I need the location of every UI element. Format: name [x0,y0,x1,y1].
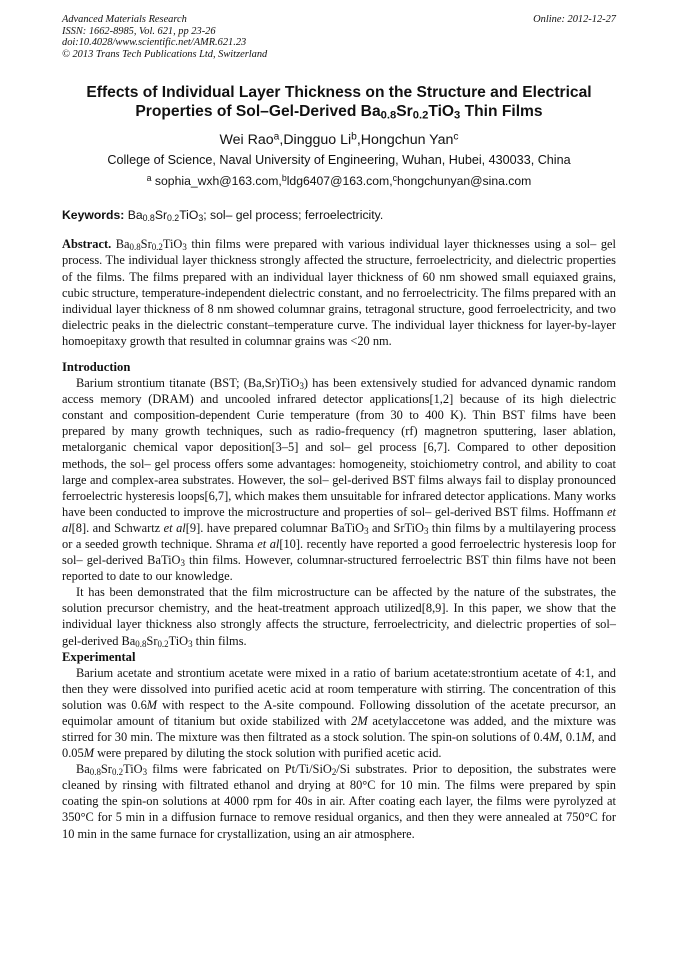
online-date: Online: 2012-12-27 [533,14,616,25]
author-name: Hongchun Yan [360,132,454,149]
email-address: sophia_wxh@163.com, [151,174,282,189]
email-list: $^a$ sophia_wxh@163.com,$^b$ldg6407@163.com,$^c$hongchunyan@sina.com [146,173,532,189]
title-line-1: Effects of Individual Layer Thickness on the Structure and Electrical [86,84,592,102]
journal-name: Advanced Materials Research [62,14,187,25]
intro-paragraph-2: It has been demonstrated that the film microstructure can be affected by the nature of the substrates, the solution precursor chemistry, and the heat-treatment approach utilized[8,9]. In this paper, we show that the individual layer thickness also strongly affects the structure, ferroelectricity, and dielectric properties of sol– gel-derived $Ba_{0.8}Sr_{0.2}TiO_3$ thin films. [62,585,616,649]
author-name: Dingguo Li [283,132,352,149]
paper-page [62,14,616,842]
doi-line: doi:10.4028/www.scientific.net/AMR.621.23 [62,37,247,49]
section-heading-experimental: Experimental [62,649,136,664]
author-list: Wei Rao$^a$,Dingguo Li$^b$,Hongchun Yan$^c$ [219,131,459,149]
paper-title [62,83,616,121]
experimental-paragraph-2: $Ba_{0.8}Sr_{0.2}TiO_3$ films were fabricated on Pt/Ti/SiO$_2$/Si substrates. Prior to deposition, the substrates were cleaned by rinsing with filtrated ethanol and drying at 80°C for 10 min. The films were prepared by spin coating the spin-on solutions at 4000 rpm for 40s in air. After coating each layer, the films were pyrolyzed at 350°C for 5 min in a diffusion furnace to remove residual organics, and then they were annealed at 750°C for 10 min in the same furnace for crystallization, using an air atmosphere. [62,762,616,841]
journal-header [62,14,616,60]
section-heading-introduction: Introduction [62,360,131,375]
keywords: Keywords: $Ba_{0.8}Sr_{0.2}TiO_3$; sol– gel process; ferroelectricity. [62,208,384,224]
email-address: hongchunyan@sina.com [396,174,532,189]
intro-paragraph-1: Barium strontium titanate (BST; (Ba,Sr)TiO$_3$) has been extensively studied for advanced dynamic random access memory (DRAM) and uncooled infrared detector applications[1,2] because of its high dielectric constant and composition-dependent Curie temperature (from 30 to 400 K). Thin BST films have been prepared by many growth techniques, such as radio-frequency (rf) magnetron sputtering, laser ablation, metalorganic chemical vapor deposition[3–5] and sol– gel process [6,7]. Compared to other deposition methods, the sol– gel process offers some advantages: homogeneity, stoichiometry control, and ability to coat large and complex-area substrates. However, the sol– gel-derived BST films always fail to display pronounced ferroelectric hysteresis loops[6,7], which makes them unsuitable for infrared detector applications. Many works have been conducted to improve the microstructure and properties of sol– gel-derived BST films. Hoffmann et al[8]. and Schwartz et al[9]. have prepared columnar BaTiO$_3$ and SrTiO$_3$ thin films by a multilayering process or a seeded growth technique. Shrama et al[10]. recently have reported a good ferroelectric hysteresis loop for sol– gel-derived BaTiO$_3$ thin films. However, columnar-structured ferroelectric BST thin films have not been reported to date to our knowledge. [62,376,617,584]
affiliation: College of Science, Naval University of Engineering, Wuhan, Hubei, 430033, China [107,153,571,168]
copyright-line: © 2013 Trans Tech Publications Ltd, Switzerland [62,48,268,60]
keywords-label: Keywords: [62,208,125,223]
author-name: Wei Rao [219,132,274,149]
abstract-label: Abstract. [62,237,112,252]
email-address: ldg6407@163.com, [286,174,393,189]
abstract: Abstract. $Ba_{0.8}Sr_{0.2}TiO_3$ thin films were prepared with various individual layer thicknesses using a sol– gel process. The individual layer thickness strongly affected the structure, ferroelectricity, and dielectric properties of the films. The films prepared with an individual layer thickness of 60 nm showed small equiaxed grains, cubic structure, temperature-independent dielectric constant, and no ferroelectricity. The films prepared with an individual layer thickness of 8 nm showed columnar grains, tetragonal structure, good ferroelectricity, and two dielectric peaks in the dielectric constant–temperature curve. The individual layer thickness for layer-by-layer homoepitaxy growth that resulted in columnar grains was <20 nm. [62,237,616,348]
title-line-2: Properties of Sol–Gel-Derived $Ba_{0.8}Sr_{0.2}TiO_3$ Thin Films [135,103,543,122]
issn-line: ISSN: 1662-8985, Vol. 621, pp 23-26 [62,25,216,37]
experimental-paragraph-1: Barium acetate and strontium acetate were mixed in a ratio of barium acetate:strontium acetate of 4:1, and then they were dissolved into purified acetic acid at room temperature with stirring. The concentration of this solution was 0.6M with respect to the A-site compound. Following dissolution of the acetate precursor, an equimolar amount of titanium but oxide stabilized with 2M acetylaccetone was added, and the mixture was stirred for 30 min. The mixture was then filtrated as a stock solution. The spin-on solutions of 0.4M, 0.1M, and 0.05M were prepared by diluting the stock solution with purified acetic acid. [62,665,617,761]
